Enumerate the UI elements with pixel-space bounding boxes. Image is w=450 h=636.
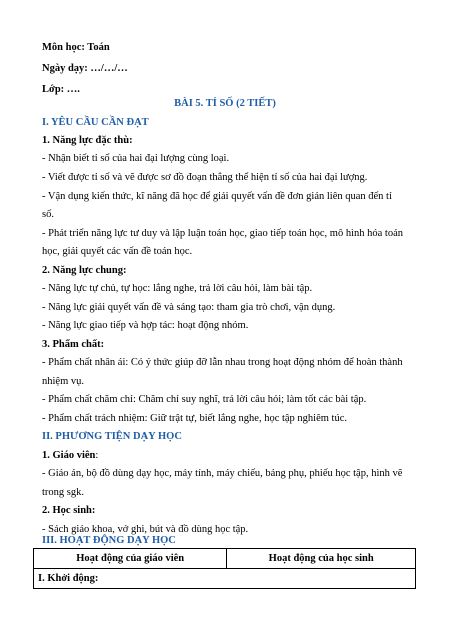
section-1-heading: I. YÊU CẦU CẦN ĐẠT [42,117,149,128]
warmup-row-label: I. Khởi động: [34,569,416,589]
s2-sub1-line: trong sgk. [42,487,84,498]
table-row [34,569,416,589]
s1-sub1-line: - Viết được tỉ số và vẽ được sơ đồ đoạn thẳng thể hiện tỉ số của hai đại lượng. [42,172,368,183]
date-line: Ngày dạy: …/…/… [42,63,128,74]
s1-sub2-line: - Năng lực giao tiếp và hợp tác: hoạt động nhóm. [42,320,249,331]
section-2-sub-1-colon: : [95,450,99,461]
s1-sub1-line: số. [42,209,54,220]
s1-sub1-line: - Vận dụng kiến thức, kĩ năng đã học để giải quyết vấn đề đơn giản liên quan đến tỉ [42,191,392,202]
s1-sub2-line: - Năng lực tự chủ, tự học: lắng nghe, trả lời câu hỏi, làm bài tập. [42,283,313,294]
s1-sub3-line: - Phẩm chất nhân ái: Có ý thức giúp đỡ lẫn nhau trong hoạt động nhóm để hoàn thành [42,357,403,368]
grade-line: Lớp: …. [42,84,80,95]
student-column-header: Hoạt động của học sinh [227,549,416,569]
table-header-row [34,549,416,569]
section-2-sub-1 [42,450,98,461]
s2-sub1-line: - Giáo án, bộ đồ dùng dạy học, máy tính, máy chiếu, bảng phụ, phiếu học tập, hình vẽ [42,468,403,479]
s1-sub3-line: nhiệm vụ. [42,376,84,387]
s1-sub3-line: - Phẩm chất trách nhiệm: Giữ trật tự, biết lắng nghe, học tập nghiêm túc. [42,413,348,424]
subject-line: Môn học: Toán [42,42,110,53]
section-3-heading: III. HOẠT ĐỘNG DẠY HỌC [42,535,176,546]
s1-sub2-line: - Năng lực giải quyết vấn đề và sáng tạo: tham gia trò chơi, vận dụng. [42,302,336,313]
s1-sub1-line: - Nhận biết tỉ số của hai đại lượng cùng loại. [42,153,230,164]
section-2-sub-1-label: 1. Giáo viên [42,450,96,461]
s1-sub1-line: - Phát triển năng lực tư duy và lập luận toán học, giao tiếp toán học, mô hình hóa toán [42,228,404,239]
activity-table [33,548,416,589]
section-1-sub-2: 2. Năng lực chung: [42,265,127,276]
lesson-title: BÀI 5. TỈ SỐ (2 TIẾT) [174,98,276,109]
s2-sub2-line: - Sách giáo khoa, vở ghi, bút và đồ dùng học tập. [42,524,249,535]
section-1-sub-3: 3. Phẩm chất: [42,339,105,350]
s1-sub3-line: - Phẩm chất chăm chỉ: Chăm chỉ suy nghĩ, trả lời câu hỏi; làm tốt các bài tập. [42,394,367,405]
section-2-heading: II. PHƯƠNG TIỆN DẠY HỌC [42,431,182,442]
section-2-sub-2: 2. Học sinh: [42,505,96,516]
s1-sub1-line: học, giải quyết các vấn đề toán học. [42,246,193,257]
teacher-column-header: Hoạt động của giáo viên [34,549,227,569]
section-1-sub-1: 1. Năng lực đặc thù: [42,135,133,146]
